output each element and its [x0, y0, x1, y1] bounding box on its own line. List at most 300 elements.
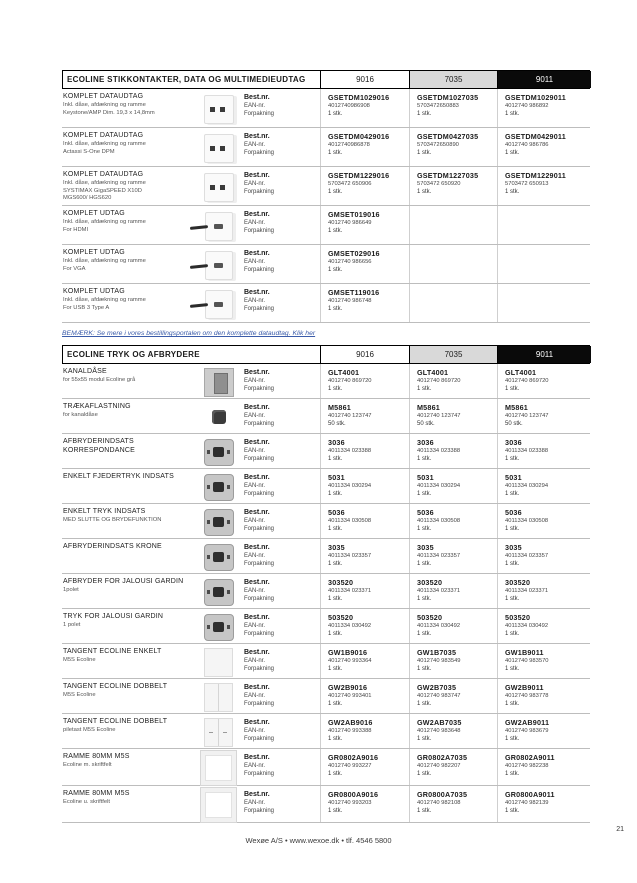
forpakning-label: Forpakning: [244, 771, 275, 778]
table-row: [62, 167, 590, 206]
product-info: [62, 644, 197, 678]
product-name: KOMPLET UDTAG: [63, 288, 125, 295]
table-row: [62, 434, 590, 469]
pack-size: 1 stk.: [505, 561, 520, 568]
pack-size: 1 stk.: [328, 666, 343, 673]
ean-number: 4011334 023357: [328, 553, 372, 559]
product-image-cell: [197, 284, 240, 322]
order-labels: [240, 364, 320, 398]
product-info: [62, 539, 197, 573]
table-title: ECOLINE STIKKONTAKTER, DATA OG MULTIMEDIEUDTAG: [63, 71, 321, 88]
table-header: [62, 70, 590, 89]
table-tryk-afbrydere: [62, 345, 590, 823]
pack-size: 1 stk.: [417, 111, 432, 118]
product-image-cell: [197, 245, 240, 283]
variant-cell: [497, 206, 590, 244]
ean-number: 4012740 986656: [328, 259, 372, 265]
product-info: [62, 206, 197, 244]
variant-cell: [409, 167, 497, 205]
indsats-image: [204, 579, 234, 606]
product-code: GSETDM1229016: [328, 171, 390, 180]
order-labels: [240, 679, 320, 713]
variant-cell: [497, 245, 590, 283]
product-image-cell: [197, 679, 240, 713]
outlet-cable-image: [205, 251, 233, 280]
variant-cell: [497, 749, 590, 785]
pack-size: 1 stk.: [417, 701, 432, 708]
eannr-label: EAN-nr.: [244, 181, 266, 188]
ean-number: 4012740 982139: [505, 800, 549, 806]
product-code: 5036: [328, 508, 345, 517]
variant-cell: [497, 469, 590, 503]
bestnr-label: Best.nr.: [244, 579, 270, 586]
table-row: [62, 399, 590, 434]
column-header-7035: 7035: [410, 71, 498, 88]
kanaldaase-image: [204, 368, 234, 397]
pack-size: 1 stk.: [505, 491, 520, 498]
column-header-9016: 9016: [321, 71, 410, 88]
variant-cell: [320, 469, 409, 503]
table-row: [62, 469, 590, 504]
forpakning-label: Forpakning: [244, 111, 275, 118]
eannr-label: EAN-nr.: [244, 298, 266, 305]
product-desc: For HDMI: [63, 226, 89, 233]
variant-cell: [320, 644, 409, 678]
variant-cell: [320, 364, 409, 398]
product-code: GW1B9011: [505, 648, 544, 657]
pack-size: 1 stk.: [417, 808, 432, 815]
ean-number: 4012740 123747: [505, 413, 549, 419]
product-image-cell: [197, 504, 240, 538]
product-info: [62, 679, 197, 713]
product-desc: MGS600/ HGS620: [63, 195, 112, 202]
product-desc: MED SLUTTE OG BRYDEFUNKTION: [63, 516, 162, 523]
ean-number: 4012740 993227: [328, 763, 372, 769]
eannr-label: EAN-nr.: [244, 259, 266, 266]
product-code: 503520: [328, 613, 354, 622]
table-row: [62, 89, 590, 128]
bestnr-label: Best.nr.: [244, 172, 270, 179]
product-image-cell: [197, 786, 240, 822]
ean-number: 4012740 983747: [417, 693, 461, 699]
product-name: TRÆKAFLASTNING: [63, 403, 131, 410]
product-info: [62, 245, 197, 283]
product-code: GR0802A9016: [328, 753, 379, 762]
order-labels: [240, 284, 320, 322]
product-code: 3036: [328, 438, 345, 447]
product-image-cell: [197, 574, 240, 608]
product-name: TANGENT ECOLINE DOBBELT: [63, 683, 168, 690]
traekaflastning-image: [212, 410, 226, 424]
product-image-cell: [197, 644, 240, 678]
order-labels: [240, 434, 320, 468]
pack-size: 1 stk.: [417, 561, 432, 568]
tangent-single-image: [204, 648, 233, 677]
variant-cell: [320, 749, 409, 785]
product-code: GSETDM1027035: [417, 93, 479, 102]
eannr-label: EAN-nr.: [244, 413, 266, 420]
product-code: GMSET119016: [328, 288, 380, 297]
ean-number: 4012740 982207: [417, 763, 461, 769]
product-name: ENKELT TRYK INDSATS: [63, 508, 146, 515]
ean-number: 4011334 030508: [328, 518, 372, 524]
table-row: [62, 574, 590, 609]
product-code: GSETDM1229011: [505, 171, 566, 180]
pack-size: 1 stk.: [417, 491, 432, 498]
product-code: GSETDM1227035: [417, 171, 479, 180]
variant-cell: [320, 714, 409, 748]
table-row: [62, 504, 590, 539]
pack-size: 50 stk.: [328, 421, 346, 428]
bestnr-label: Best.nr.: [244, 474, 270, 481]
product-desc: M5S Ecoline: [63, 691, 96, 698]
pack-size: 1 stk.: [505, 111, 520, 118]
variant-cell: [497, 644, 590, 678]
forpakning-label: Forpakning: [244, 736, 275, 743]
ean-number: 4012740 986649: [328, 220, 372, 226]
bestnr-label: Best.nr.: [244, 439, 270, 446]
pack-size: 1 stk.: [505, 701, 520, 708]
product-code: GW2B9016: [328, 683, 368, 692]
product-name: AFBRYDERINDSATS KRONE: [63, 543, 162, 550]
variant-cell: [409, 128, 497, 166]
variant-cell: [409, 679, 497, 713]
column-header-9011: 9011: [498, 346, 591, 363]
bestnr-label: Best.nr.: [244, 404, 270, 411]
bestnr-label: Best.nr.: [244, 250, 270, 257]
product-code: GSETDM0429016: [328, 132, 390, 141]
pack-size: 1 stk.: [505, 456, 520, 463]
pack-size: 1 stk.: [328, 631, 343, 638]
pack-size: 1 stk.: [417, 456, 432, 463]
pack-size: 1 stk.: [328, 736, 343, 743]
ean-number: 4011334 023371: [505, 588, 549, 594]
ean-number: 4012740986878: [328, 142, 370, 148]
table-row: [62, 644, 590, 679]
variant-cell: [320, 89, 409, 127]
product-desc: for 55x55 modul Ecoline grå: [63, 376, 136, 383]
product-desc: For VGA: [63, 265, 86, 272]
product-image-cell: [197, 609, 240, 643]
variant-cell: [409, 284, 497, 322]
eannr-label: EAN-nr.: [244, 553, 266, 560]
ean-number: 4012740986908: [328, 103, 370, 109]
variant-cell: [320, 574, 409, 608]
variant-cell: [497, 284, 590, 322]
order-labels: [240, 644, 320, 678]
footer-text: Wexøe A/S • www.wexoe.dk • tlf. 4546 5800: [245, 836, 392, 845]
pack-size: 1 stk.: [505, 736, 520, 743]
variant-cell: [497, 128, 590, 166]
product-desc: Inkl. dåse, afdækning og ramme: [63, 257, 146, 264]
product-code: 303520: [417, 578, 443, 587]
product-info: [62, 574, 197, 608]
product-code: 5031: [328, 473, 345, 482]
order-labels: [240, 714, 320, 748]
ean-number: 4012740 983648: [417, 728, 461, 734]
ean-number: 4012740 993203: [328, 800, 372, 806]
product-image-cell: [197, 539, 240, 573]
variant-cell: [320, 399, 409, 433]
product-code: M5861: [505, 403, 528, 412]
tangent-double-image: [204, 683, 233, 712]
order-labels: [240, 206, 320, 244]
order-labels: [240, 167, 320, 205]
variant-cell: [497, 574, 590, 608]
product-name: TRYK FOR JALOUSI GARDIN: [63, 613, 164, 620]
product-code: GW2AB9011: [505, 718, 550, 727]
product-name: KANALDÅSE: [63, 368, 107, 375]
bestnr-label: Best.nr.: [244, 544, 270, 551]
pack-size: 1 stk.: [417, 596, 432, 603]
pack-size: 1 stk.: [328, 306, 343, 313]
product-info: [62, 504, 197, 538]
product-info: [62, 167, 197, 205]
ramme-image: [201, 788, 236, 822]
product-info: [62, 128, 197, 166]
product-info: [62, 434, 197, 468]
product-name: RAMME 80MM M5S: [63, 753, 130, 760]
tangent-double-arrows-image: [204, 718, 233, 747]
product-code: GR0800A9016: [328, 790, 379, 799]
product-desc: Inkl. dåse, afdækning og ramme: [63, 296, 146, 303]
ean-number: 4012740 982108: [417, 800, 461, 806]
variant-cell: [320, 284, 409, 322]
variant-cell: [320, 679, 409, 713]
ean-number: 4012740 982238: [505, 763, 549, 769]
product-code: 5031: [417, 473, 434, 482]
variant-cell: [320, 434, 409, 468]
pack-size: 50 stk.: [505, 421, 523, 428]
eannr-label: EAN-nr.: [244, 693, 266, 700]
table-header: [62, 345, 590, 364]
eannr-label: EAN-nr.: [244, 728, 266, 735]
pack-size: 1 stk.: [328, 596, 343, 603]
product-desc: Inkl. dåse, afdækning og ramme: [63, 218, 146, 225]
product-info: [62, 399, 197, 433]
variant-cell: [497, 167, 590, 205]
bestnr-label: Best.nr.: [244, 719, 270, 726]
product-desc: for kanaldåse: [63, 411, 98, 418]
ean-number: 4012740 123747: [328, 413, 372, 419]
bestnr-label: Best.nr.: [244, 754, 270, 761]
product-image-cell: [197, 128, 240, 166]
variant-cell: [409, 574, 497, 608]
product-desc: 1 polet: [63, 621, 81, 628]
order-labels: [240, 245, 320, 283]
forpakning-label: Forpakning: [244, 189, 275, 196]
forpakning-label: Forpakning: [244, 596, 275, 603]
ean-number: 4012740 123747: [417, 413, 461, 419]
table-row: [62, 284, 590, 323]
pack-size: 1 stk.: [505, 150, 520, 157]
ean-number: 4011334 023388: [417, 448, 461, 454]
forpakning-label: Forpakning: [244, 150, 275, 157]
variant-cell: [409, 89, 497, 127]
product-image-cell: [197, 206, 240, 244]
ean-number: 4011334 023371: [328, 588, 372, 594]
product-code: GR0800A9011: [505, 790, 555, 799]
variant-cell: [409, 539, 497, 573]
eannr-label: EAN-nr.: [244, 448, 266, 455]
product-name: KOMPLET DATAUDTAG: [63, 93, 144, 100]
product-code: GW2AB9016: [328, 718, 373, 727]
product-desc: Keystone/AMP Dim. 19,3 x 14,8mm: [63, 109, 155, 116]
ean-number: 4011334 023388: [505, 448, 549, 454]
forpakning-label: Forpakning: [244, 386, 275, 393]
variant-cell: [320, 539, 409, 573]
ean-number: 4011334 030294: [505, 483, 549, 489]
product-desc: Inkl. dåse, afdækning og ramme: [63, 101, 146, 108]
ean-number: 4011334 030492: [505, 623, 549, 629]
pack-size: 1 stk.: [328, 150, 343, 157]
pack-size: 1 stk.: [505, 808, 520, 815]
product-info: [62, 609, 197, 643]
ean-number: 4011334 030508: [505, 518, 549, 524]
variant-cell: [497, 399, 590, 433]
column-header-9016: 9016: [321, 346, 410, 363]
order-labels: [240, 128, 320, 166]
variant-cell: [409, 644, 497, 678]
table-row: [62, 245, 590, 284]
eannr-label: EAN-nr.: [244, 588, 266, 595]
pack-size: 1 stk.: [328, 808, 343, 815]
product-info: [62, 284, 197, 322]
product-code: 5031: [505, 473, 522, 482]
bestnr-label: Best.nr.: [244, 211, 270, 218]
variant-cell: [320, 206, 409, 244]
forpakning-label: Forpakning: [244, 228, 275, 235]
ean-number: 5703472 650913: [505, 181, 549, 187]
variant-cell: [409, 245, 497, 283]
product-name: AFBRYDERINDSATS KORRESPONDANCE: [63, 438, 136, 454]
table-row: [62, 786, 590, 823]
variant-cell: [497, 364, 590, 398]
bestnr-label: Best.nr.: [244, 133, 270, 140]
data-outlet-image: [204, 173, 234, 202]
product-code: 503520: [505, 613, 531, 622]
product-info: [62, 786, 197, 822]
ean-number: 4012740 869720: [417, 378, 461, 384]
product-info: [62, 714, 197, 748]
pack-size: 1 stk.: [417, 666, 432, 673]
product-name: KOMPLET DATAUDTAG: [63, 171, 144, 178]
pack-size: 1 stk.: [417, 386, 432, 393]
ean-number: 4011334 023371: [417, 588, 461, 594]
bestnr-label: Best.nr.: [244, 94, 270, 101]
indsats-image: [204, 509, 234, 536]
product-code: GLT4001: [505, 368, 537, 377]
pack-size: 1 stk.: [328, 189, 343, 196]
product-code: GMSET029016: [328, 249, 380, 258]
table-title: ECOLINE TRYK OG AFBRYDERE: [63, 346, 321, 363]
ean-number: 4012740 993364: [328, 658, 372, 664]
pack-size: 1 stk.: [505, 666, 520, 673]
product-code: 303520: [505, 578, 531, 587]
ean-number: 4012740 986892: [505, 103, 549, 109]
ean-number: 5703472650883: [417, 103, 459, 109]
pack-size: 1 stk.: [328, 456, 343, 463]
product-desc: SYSTIMAX GigaSPEED X10D: [63, 187, 142, 194]
forpakning-label: Forpakning: [244, 491, 275, 498]
product-image-cell: [197, 714, 240, 748]
variant-cell: [497, 539, 590, 573]
table-row: [62, 364, 590, 399]
ean-number: 4012740 983778: [505, 693, 549, 699]
ean-number: 4011334 030294: [417, 483, 461, 489]
eannr-label: EAN-nr.: [244, 378, 266, 385]
variant-cell: [409, 364, 497, 398]
product-code: GW2B7035: [417, 683, 457, 692]
forpakning-label: Forpakning: [244, 808, 275, 815]
bestnr-label: Best.nr.: [244, 684, 270, 691]
product-image-cell: [197, 364, 240, 398]
eannr-label: EAN-nr.: [244, 220, 266, 227]
pack-size: 1 stk.: [328, 771, 343, 778]
variant-cell: [409, 399, 497, 433]
product-name: ENKELT FJEDERTRYK INDSATS: [63, 473, 174, 480]
product-desc: Inkl. dåse, afdækning og ramme: [63, 179, 146, 186]
table-row: [62, 679, 590, 714]
forpakning-label: Forpakning: [244, 561, 275, 568]
pack-size: 1 stk.: [328, 111, 343, 118]
forpakning-label: Forpakning: [244, 306, 275, 313]
product-name: TANGENT ECOLINE ENKELT: [63, 648, 162, 655]
indsats-image: [204, 474, 234, 501]
outlet-cable-usb-image: [205, 290, 233, 319]
product-code: GSETDM1029011: [505, 93, 566, 102]
eannr-label: EAN-nr.: [244, 800, 266, 807]
product-image-cell: [197, 469, 240, 503]
order-labels: [240, 539, 320, 573]
bestnr-label: Best.nr.: [244, 289, 270, 296]
order-labels: [240, 504, 320, 538]
column-header-7035: 7035: [410, 346, 498, 363]
note-link[interactable]: BEMÆRK: Se mere i vores bestillingsportalen om den komplette dataudtag. Klik her: [62, 330, 316, 337]
ean-number: 5703472 650920: [417, 181, 461, 187]
pack-size: 1 stk.: [505, 189, 520, 196]
variant-cell: [320, 128, 409, 166]
variant-cell: [320, 786, 409, 822]
variant-cell: [320, 245, 409, 283]
eannr-label: EAN-nr.: [244, 142, 266, 149]
eannr-label: EAN-nr.: [244, 763, 266, 770]
pack-size: 1 stk.: [417, 736, 432, 743]
pack-size: 1 stk.: [417, 771, 432, 778]
eannr-label: EAN-nr.: [244, 483, 266, 490]
variant-cell: [409, 714, 497, 748]
eannr-label: EAN-nr.: [244, 103, 266, 110]
product-name: KOMPLET DATAUDTAG: [63, 132, 144, 139]
variant-cell: [409, 786, 497, 822]
product-desc: Actassi S-One DPM: [63, 148, 115, 155]
pack-size: 50 stk.: [417, 421, 435, 428]
variant-cell: [409, 469, 497, 503]
pack-size: 1 stk.: [417, 631, 432, 638]
forpakning-label: Forpakning: [244, 456, 275, 463]
pack-size: 1 stk.: [328, 526, 343, 533]
product-desc: Ecoline u. skriftfelt: [63, 798, 111, 805]
order-labels: [240, 399, 320, 433]
pack-size: 1 stk.: [328, 267, 343, 274]
product-info: [62, 749, 197, 785]
product-code: GR0802A9011: [505, 753, 555, 762]
product-code: 3036: [417, 438, 434, 447]
pack-size: 1 stk.: [505, 631, 520, 638]
ean-number: 4011334 030492: [328, 623, 372, 629]
product-code: 303520: [328, 578, 354, 587]
product-code: 5036: [505, 508, 522, 517]
